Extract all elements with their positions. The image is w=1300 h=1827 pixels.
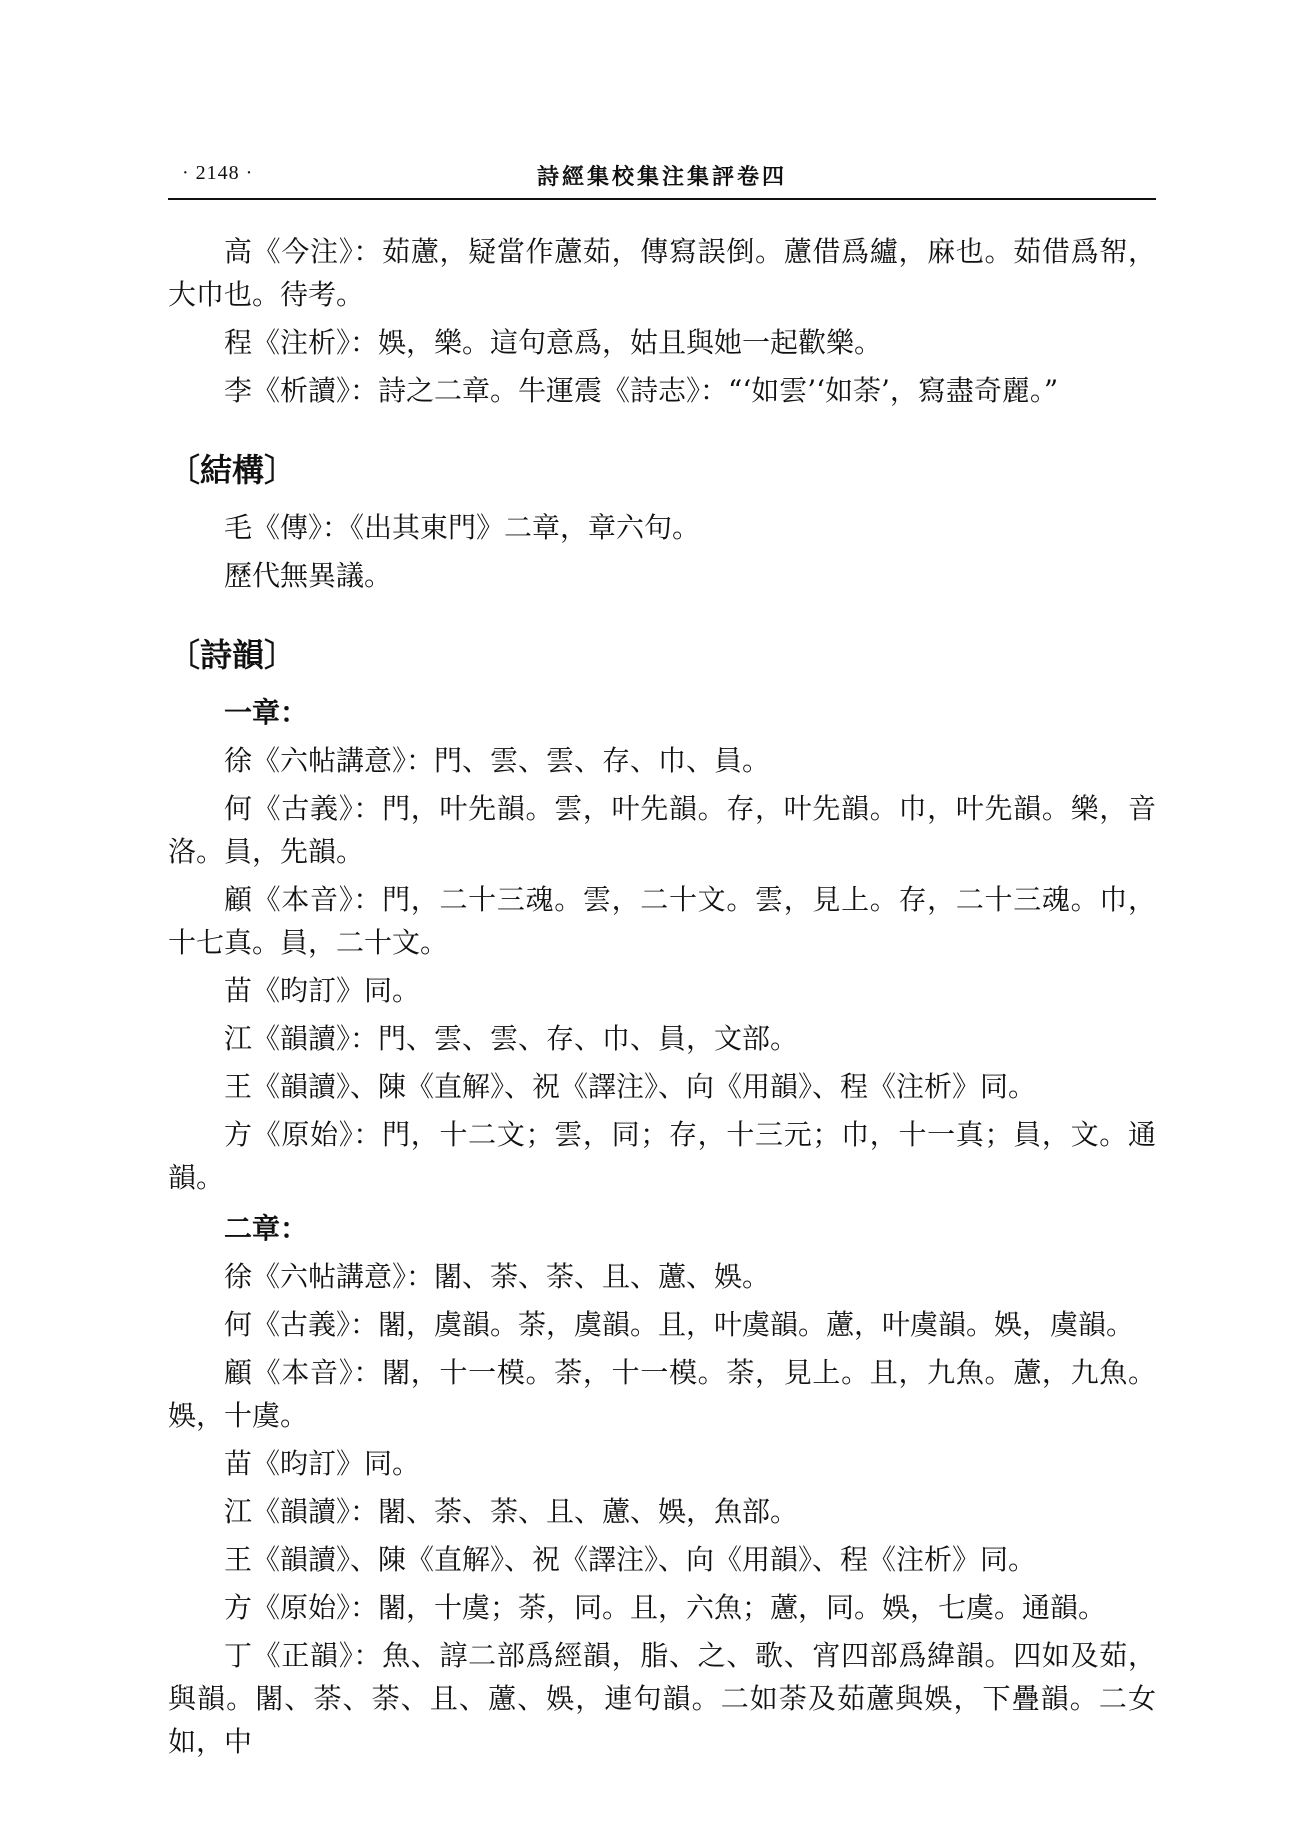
paragraph: 江《韻讀》：闍、荼、荼、且、藘、娛，魚部。 [224, 1495, 799, 1528]
chapter-label: 二章： [224, 1212, 309, 1245]
paragraph: 何《古義》：闍，虞韻。荼，虞韻。且，叶虞韻。藘，叶虞韻。娛，虞韻。 [224, 1308, 1135, 1341]
paragraph: 方《原始》：門，十二文；雲，同；存，十三元；巾，十一真；員，文。通韻。 [168, 1118, 1156, 1194]
page-header [168, 160, 1156, 196]
chapter-label: 一章： [224, 696, 309, 729]
paragraph: 徐《六帖講意》：門、雲、雲、存、巾、員。 [224, 744, 771, 777]
paragraph: 高《今注》：茹藘，疑當作藘茹，傳寫誤倒。藘借爲纑，麻也。茹借爲帤，大巾也。待考。 [168, 235, 1156, 311]
paragraph: 李《析讀》：詩之二章。牛運震《詩志》：“‘如雲’‘如荼’，寫盡奇麗。” [224, 374, 1059, 407]
header-rule [168, 198, 1156, 200]
paragraph: 何《古義》：門，叶先韻。雲，叶先韻。存，叶先韻。巾，叶先韻。樂，音洛。員，先韻。 [168, 792, 1156, 868]
paragraph: 王《韻讀》、陳《直解》、祝《譯注》、向《用韻》、程《注析》同。 [224, 1543, 1037, 1576]
paragraph: 顧《本音》：闍，十一模。荼，十一模。荼，見上。且，九魚。藘，九魚。娛，十虞。 [168, 1356, 1156, 1432]
body-text [168, 230, 1156, 1768]
paragraph: 歷代無異議。 [224, 559, 393, 592]
page-number: · 2148 · [182, 162, 254, 184]
paragraph: 王《韻讀》、陳《直解》、祝《譯注》、向《用韻》、程《注析》同。 [224, 1070, 1037, 1103]
paragraph: 苗《昀訂》同。 [224, 974, 421, 1007]
paragraph: 顧《本音》：門，二十三魂。雲，二十文。雲，見上。存，二十三魂。巾，十七真。員，二十文。 [168, 883, 1156, 959]
running-title: 詩經集校集注集評卷四 [536, 164, 787, 190]
section-heading-structure: 〔結構〕 [168, 451, 297, 489]
paragraph: 方《原始》：闍，十虞；荼，同。且，六魚；藘，同。娛，七虞。通韻。 [224, 1591, 1107, 1624]
paragraph: 程《注析》：娛，樂。這句意爲，姑且與她一起歡樂。 [224, 326, 883, 359]
paragraph: 苗《昀訂》同。 [224, 1447, 421, 1480]
paragraph: 徐《六帖講意》：闍、荼、荼、且、藘、娛。 [224, 1260, 771, 1293]
section-heading-rhyme: 〔詩韻〕 [168, 636, 297, 674]
paragraph: 丁《正韻》：魚、諄二部爲經韻，脂、之、歌、宵四部爲緯韻。四如及茹，與韻。闍、荼、荼、且、藘、娛，連句韻。二如荼及茹藘與娛，下疊韻。二女如，中 [168, 1639, 1156, 1758]
paragraph: 江《韻讀》：門、雲、雲、存、巾、員，文部。 [224, 1022, 799, 1055]
paragraph: 毛《傳》：《出其東門》二章，章六句。 [224, 511, 701, 544]
